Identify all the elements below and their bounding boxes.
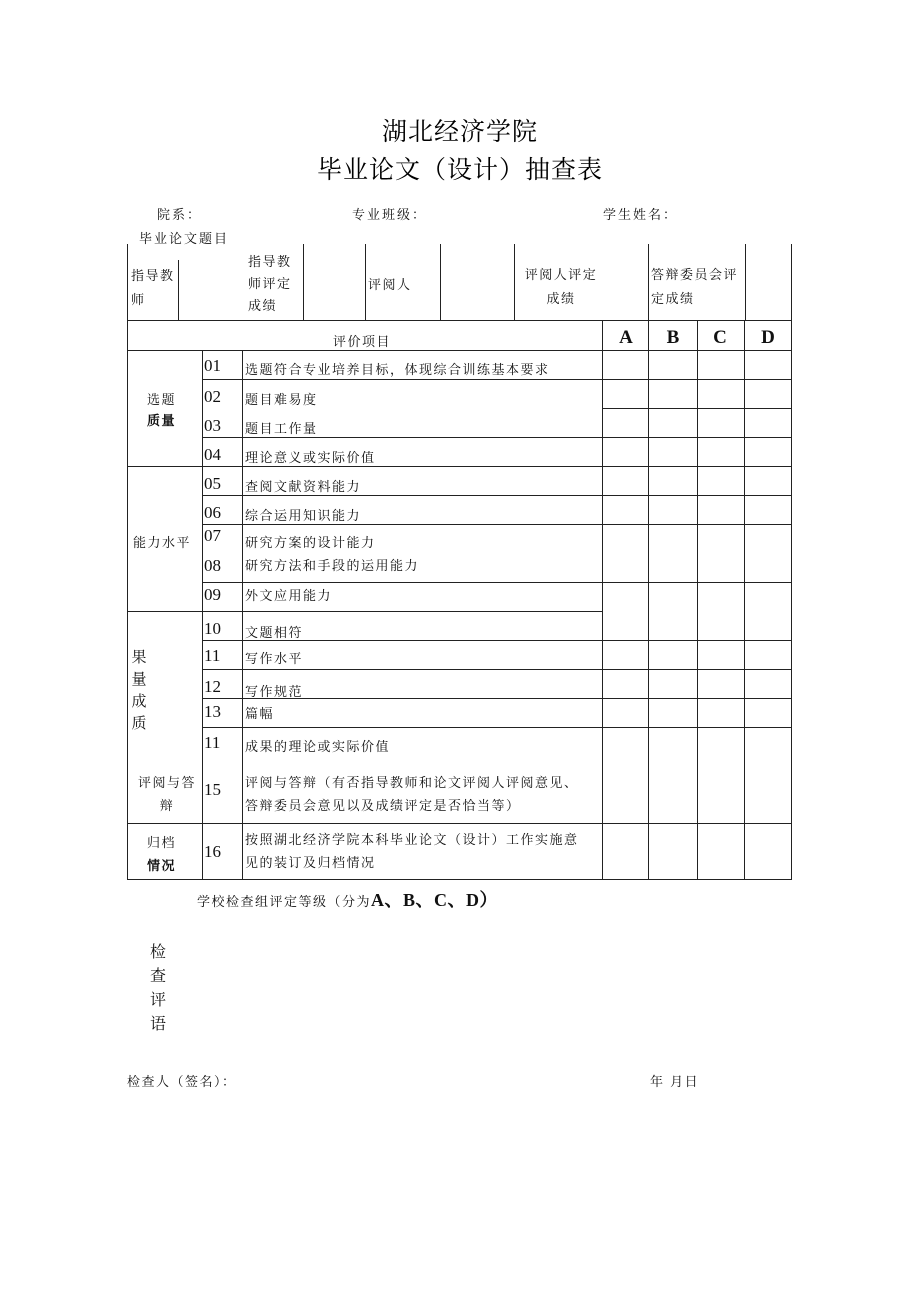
item-number: 03 — [204, 416, 221, 435]
comment-char: 检 — [149, 942, 166, 961]
item-number: 16 — [204, 842, 221, 861]
grade-b-header: B — [666, 327, 680, 348]
comment-char: 评 — [149, 990, 166, 1009]
item-number: 15 — [204, 780, 221, 799]
category-quality: 质量 — [147, 414, 177, 429]
category-topic: 选题 — [147, 393, 177, 408]
reviewer-grade-label: 评阅人评定成绩 — [524, 268, 598, 307]
item-text: 综合运用知识能力 — [245, 509, 362, 524]
item-number: 11 — [204, 646, 221, 665]
item-number: 06 — [204, 503, 221, 522]
department-label: 院系： — [157, 208, 203, 223]
item-number: 12 — [204, 677, 221, 696]
item-text: 成果的理论或实际价值 — [245, 740, 391, 755]
item-text: 按照湖北经济学院本科毕业论文（设计）工作实施意 — [245, 833, 579, 848]
item-text: 外文应用能力 — [245, 589, 333, 604]
item-number: 13 — [204, 702, 221, 721]
item-text: 题目工作量 — [245, 422, 318, 437]
school-grade-label — [197, 886, 498, 912]
category-archive: 归档 — [147, 836, 177, 851]
item-number: 02 — [204, 387, 221, 406]
reviewer-label: 评阅人 — [368, 278, 412, 293]
item-number: 04 — [204, 445, 221, 464]
item-number: 07 — [204, 526, 221, 545]
advisor-grade-label: 指导教师评定成绩 — [248, 255, 292, 314]
inspector-signature-label: 检查人（签名）： — [127, 1075, 237, 1090]
item-text: 文题相符 — [245, 626, 304, 641]
major-class-label: 专业班级： — [352, 208, 428, 223]
item-text-continued: 见的装订及归档情况 — [245, 856, 376, 871]
item-number: 05 — [204, 474, 221, 493]
item-text: 篇幅 — [245, 707, 275, 722]
item-number: 08 — [204, 556, 221, 575]
item-number: 10 — [204, 619, 221, 638]
category-result-quality — [128, 646, 150, 734]
item-text: 研究方法和手段的运用能力 — [245, 559, 420, 574]
school-name: 湖北经济学院 — [381, 117, 538, 146]
committee-grade-label: 答辩委员会评定成绩 — [651, 268, 739, 307]
item-text: 写作规范 — [245, 685, 304, 700]
item-number: 11 — [204, 733, 221, 752]
form-title: 毕业论文（设计）抽查表 — [316, 155, 603, 184]
category-archive-status: 情况 — [147, 859, 177, 874]
comment-char: 语 — [149, 1014, 166, 1033]
item-number: 01 — [204, 356, 221, 375]
item-text: 查阅文献资料能力 — [245, 480, 362, 495]
category-review-defense: 评阅与答辩 — [137, 776, 196, 814]
inspection-comment-label — [146, 940, 170, 1036]
eval-items-header: 评价项目 — [333, 335, 392, 350]
comment-char: 查 — [149, 966, 166, 985]
item-text: 研究方案的设计能力 — [245, 536, 376, 551]
item-text: 评阅与答辩（有否指导教师和论文评阅人评阅意见、 — [245, 776, 579, 791]
grade-d-header: D — [761, 327, 775, 348]
grade-c-header: C — [713, 327, 727, 348]
category-ability: 能力水平 — [133, 536, 192, 551]
item-text: 题目难易度 — [245, 393, 318, 408]
advisor-label: 指导教师 — [131, 269, 175, 308]
category-result-char: 质 — [131, 714, 147, 732]
school-grade-letters: A、B、C、D） — [371, 890, 499, 910]
thesis-title-label: 毕业论文题目 — [139, 232, 230, 247]
item-text: 选题符合专业培养目标，体现综合训练基本要求 — [245, 363, 550, 378]
category-result-char: 果 — [131, 648, 147, 666]
date-label: 年 月日 — [650, 1075, 700, 1090]
item-number: 09 — [204, 585, 221, 604]
school-grade-prefix: 学校检查组评定等级（分为 — [197, 895, 372, 910]
category-result-char: 成 — [131, 692, 147, 710]
grade-a-header: A — [619, 327, 633, 348]
student-name-label: 学生姓名： — [603, 208, 679, 223]
item-text: 写作水平 — [245, 652, 304, 667]
item-text: 理论意义或实际价值 — [245, 451, 376, 466]
category-result-char: 量 — [131, 670, 147, 688]
item-text-continued: 答辩委员会意见以及成绩评定是否恰当等） — [245, 799, 521, 814]
